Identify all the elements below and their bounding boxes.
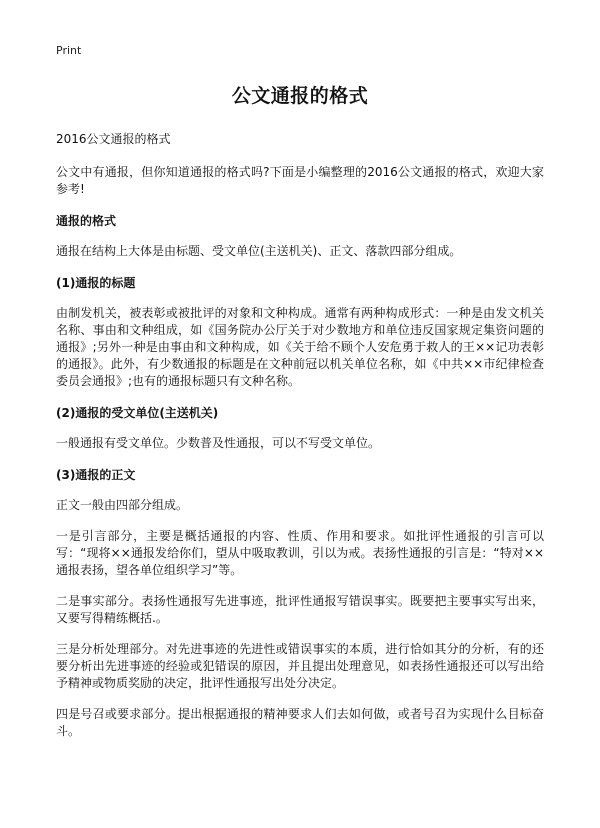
section-recipient-text: 一般通报有受文单位。少数普及性通报，可以不写受文单位。 xyxy=(56,436,381,450)
section-body-intro: 正文一般由四部分组成。 xyxy=(56,498,189,512)
section-title-heading: (1)通报的标题 xyxy=(56,276,136,290)
intro-paragraph: 公文中有通报，但你知道通报的格式吗?下面是小编整理的2016公文通报的格式，欢迎大家参考! xyxy=(56,165,544,196)
section-body-part4: 四是号召或要求部分。提出根据通报的精神要求人们去如何做，或者号召为实现什么目标奋斗。 xyxy=(56,707,544,738)
section-title-text: 由制发机关，被表彰或被批评的对象和文种构成。通常有两种构成形式：一种是由发文机关名称、事由和文种组成，如《国务院办公厅关于对少数地方和单位违反国家规定集资问题的通报》;另外一种是由事由和文种构成，如《关于给不顾个人安危勇于救人的王××记功表彰的通报》。此外，有少数通报的标题是在文种前冠以机关单位名称，如《中共××市纪律检查委员会通报》;也有的通报标题只有文种名称。 xyxy=(56,306,544,388)
section-body-part1: 一是引言部分，主要是概括通报的内容、性质、作用和要求。如批评性通报的引言可以写：“现将××通报发给你们，望从中吸取教训，引以为戒。表扬性通报的引言是：“特对××通报表扬，望各单位组织学习”等。 xyxy=(56,529,544,577)
section-format-heading: 通报的格式 xyxy=(56,214,117,228)
section-format-text: 通报在结构上大体是由标题、受文单位(主送机关)、正文、落款四部分组成。 xyxy=(56,244,462,258)
section-body-part2: 二是事实部分。表扬性通报写先进事迹，批评性通报写错误事实。既要把主要事实写出来，又要写得精练概括.。 xyxy=(56,594,544,625)
section-body-part3: 三是分析处理部分。对先进事迹的先进性或错误事实的本质，进行恰如其分的分析，有的还要分析出先进事迹的经验或犯错误的原因，并且提出处理意见，如表扬性通报还可以写出给予精神或物质奖励的决定，批评性通报写出处分决定。 xyxy=(56,642,544,690)
section-recipient-heading: (2)通报的受文单位(主送机关) xyxy=(56,406,219,420)
print-link[interactable]: Print xyxy=(56,44,82,57)
document-subtitle: 2016公文通报的格式 xyxy=(56,132,171,146)
section-body-heading: (3)通报的正文 xyxy=(56,468,136,482)
page-title: 公文通报的格式 xyxy=(231,85,369,107)
